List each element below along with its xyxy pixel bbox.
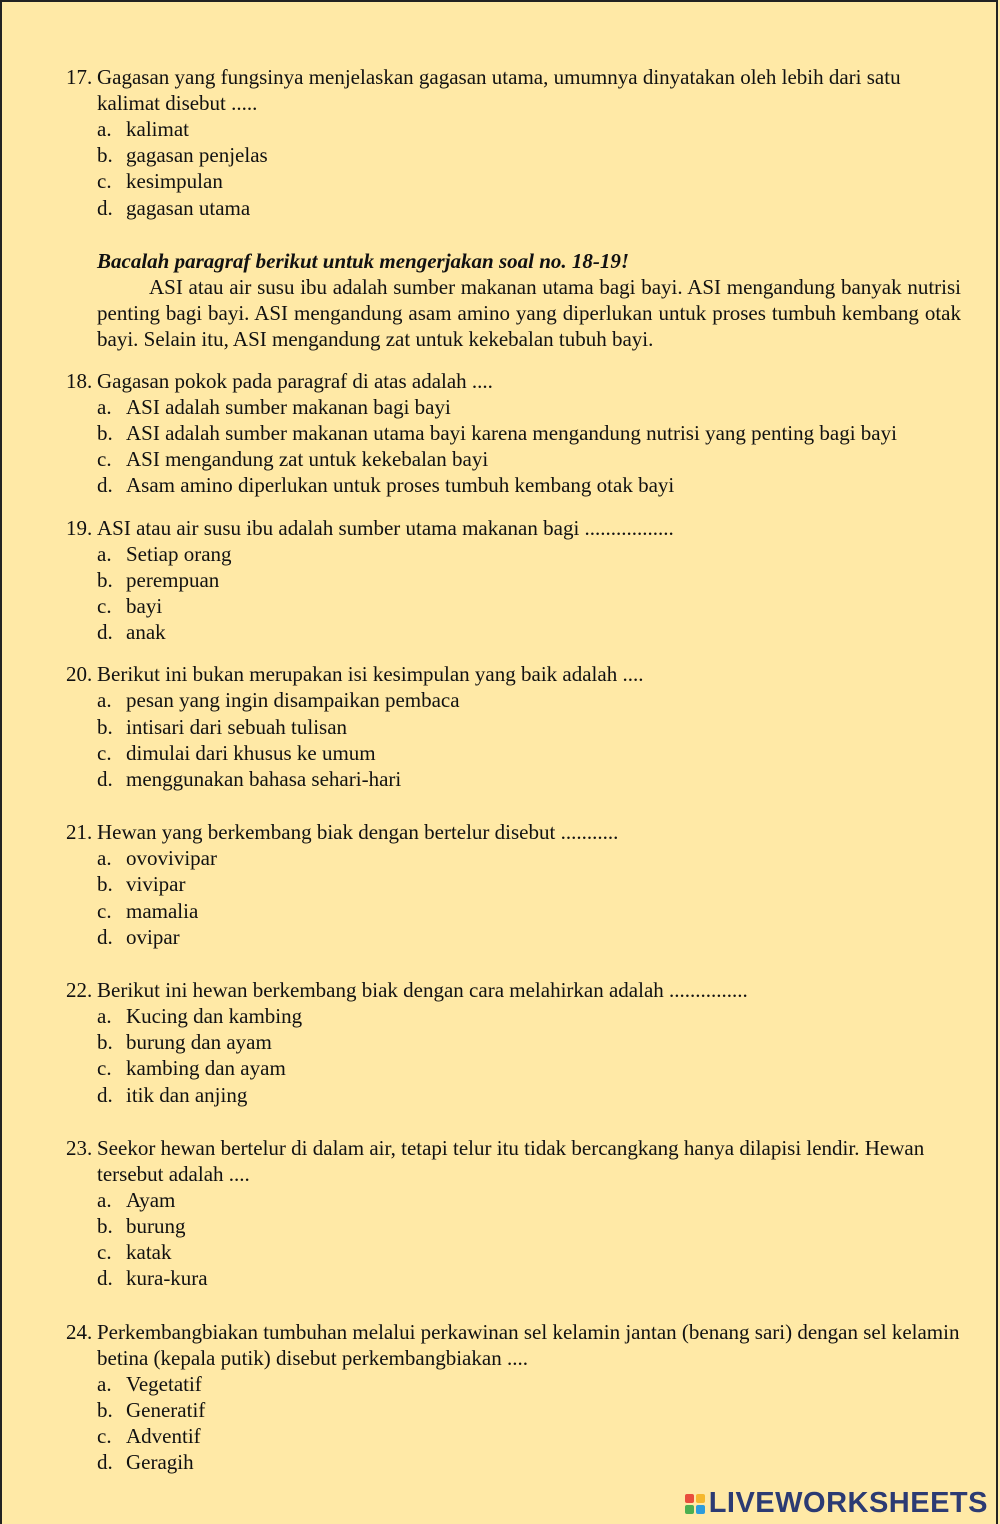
option-letter: b.	[97, 421, 113, 446]
liveworksheets-logo[interactable]	[685, 1487, 988, 1520]
option-b[interactable]	[97, 567, 966, 593]
option-a[interactable]	[97, 687, 966, 713]
option-text: itik dan anjing	[126, 1082, 248, 1107]
option-text: dimulai dari khusus ke umum	[126, 740, 376, 765]
question-number: 23.	[66, 1135, 93, 1160]
option-text: ASI adalah sumber makanan utama bayi karena mengandung nutrisi yang penting bagi bayi	[126, 421, 897, 446]
option-text: ASI mengandung zat untuk kekebalan bayi	[126, 447, 489, 472]
logo-square-yellow	[696, 1494, 705, 1503]
option-text: gagasan penjelas	[126, 143, 268, 168]
option-letter: c.	[97, 1240, 112, 1265]
question-text: Perkembangbiakan tumbuhan melalui perkawinan sel kelamin jantan (benang sari) dengan sel kelamin betina (kepala putik) disebut perkembangbiakan ....	[97, 1319, 960, 1370]
question-number: 18.	[66, 368, 93, 393]
question-text: Seekor hewan bertelur di dalam air, tetapi telur itu tidak bercangkang hanya dilapisi lendir. Hewan tersebut adalah ....	[97, 1135, 925, 1186]
option-letter: d.	[97, 1266, 113, 1291]
reading-instruction: Bacalah paragraf berikut untuk mengerjakan soal no. 18-19!	[97, 248, 630, 273]
option-letter: c.	[97, 447, 112, 472]
question-text: Berikut ini bukan merupakan isi kesimpulan yang baik adalah ....	[97, 662, 644, 687]
question-number: 20.	[66, 662, 93, 687]
option-b[interactable]	[97, 714, 966, 740]
option-text: bayi	[126, 594, 163, 619]
question-19	[66, 515, 966, 646]
question-number: 17.	[66, 65, 93, 89]
option-letter: d.	[97, 620, 113, 645]
question-text: Hewan yang berkembang biak dengan bertelur disebut ...........	[97, 820, 619, 845]
option-text: burung dan ayam	[126, 1030, 272, 1055]
option-letter: d.	[97, 767, 113, 792]
question-number: 24.	[66, 1319, 93, 1344]
option-letter: a.	[97, 394, 112, 419]
option-text: ovovivipar	[126, 846, 217, 871]
option-b[interactable]	[97, 1213, 966, 1239]
option-b[interactable]	[97, 871, 966, 897]
logo-mark-icon	[685, 1494, 705, 1514]
logo-square-blue	[696, 1505, 705, 1514]
option-letter: a.	[97, 1371, 112, 1396]
option-text: Setiap orang	[126, 541, 232, 566]
option-text: Ayam	[126, 1187, 176, 1212]
option-text: Geragih	[126, 1450, 194, 1475]
question-21	[66, 819, 966, 950]
option-text: kesimpulan	[126, 169, 223, 194]
question-18	[66, 368, 966, 499]
reading-paragraph: ASI atau air susu ibu adalah sumber makanan utama bagi bayi. ASI mengandung banyak nutrisi penting bagi bayi. ASI mengandung asam amino yang diperlukan untuk proses tumbuh kembang otak bayi. Selain itu, ASI mengandung zat untuk kekebalan tubuh bayi.	[97, 274, 961, 351]
option-letter: d.	[97, 1450, 113, 1475]
question-text: Berikut ini hewan berkembang biak dengan cara melahirkan adalah ...............	[97, 978, 748, 1003]
option-letter: a.	[97, 846, 112, 871]
question-24	[66, 1319, 966, 1476]
option-text: kura-kura	[126, 1266, 208, 1291]
option-c[interactable]	[97, 1239, 966, 1265]
option-text: kambing dan ayam	[126, 1056, 286, 1081]
option-c[interactable]	[97, 168, 966, 194]
option-text: Adventif	[126, 1424, 201, 1449]
option-text: vivipar	[126, 872, 186, 897]
option-letter: c.	[97, 1424, 112, 1449]
option-text: mamalia	[126, 898, 199, 923]
option-text: gagasan utama	[126, 195, 251, 220]
option-d[interactable]	[97, 472, 966, 498]
option-letter: c.	[97, 594, 112, 619]
option-text: katak	[126, 1240, 172, 1265]
logo-square-red	[685, 1494, 694, 1503]
question-text: Gagasan yang fungsinya menjelaskan gagasan utama, umumnya dinyatakan oleh lebih dari satu kalimat disebut .....	[97, 65, 901, 115]
question-20	[66, 661, 966, 792]
option-letter: a.	[97, 688, 112, 713]
option-letter: d.	[97, 195, 113, 220]
question-17	[66, 64, 966, 221]
option-a[interactable]	[97, 1003, 966, 1029]
option-letter: a.	[97, 117, 112, 141]
option-letter: d.	[97, 473, 113, 498]
option-letter: b.	[97, 567, 113, 592]
question-23	[66, 1135, 966, 1292]
option-letter: d.	[97, 924, 113, 949]
option-letter: b.	[97, 714, 113, 739]
option-a[interactable]	[97, 845, 966, 871]
option-letter: c.	[97, 898, 112, 923]
option-c[interactable]	[97, 1423, 966, 1449]
option-a[interactable]	[97, 116, 966, 142]
option-c[interactable]	[97, 740, 966, 766]
option-text: menggunakan bahasa sehari-hari	[126, 767, 402, 792]
option-d[interactable]	[97, 1082, 966, 1108]
option-d[interactable]	[97, 195, 966, 221]
option-text: kalimat	[126, 117, 189, 141]
option-c[interactable]	[97, 898, 966, 924]
question-22	[66, 977, 966, 1108]
option-b[interactable]	[97, 142, 966, 168]
option-text: Generatif	[126, 1397, 206, 1422]
option-a[interactable]	[97, 394, 966, 420]
option-c[interactable]	[97, 593, 966, 619]
option-text: Kucing dan kambing	[126, 1004, 303, 1029]
option-letter: a.	[97, 541, 112, 566]
option-text: anak	[126, 620, 166, 645]
option-letter: a.	[97, 1187, 112, 1212]
option-text: intisari dari sebuah tulisan	[126, 714, 348, 739]
option-a[interactable]	[97, 1371, 966, 1397]
question-text: Gagasan pokok pada paragraf di atas adalah ....	[97, 368, 493, 393]
question-number: 22.	[66, 978, 93, 1003]
option-letter: c.	[97, 169, 112, 194]
option-c[interactable]	[97, 1055, 966, 1081]
option-d[interactable]	[97, 766, 966, 792]
option-letter: a.	[97, 1004, 112, 1029]
option-b[interactable]	[97, 1029, 966, 1055]
option-text: ovipar	[126, 924, 180, 949]
option-d[interactable]	[97, 619, 966, 645]
option-letter: c.	[97, 740, 112, 765]
option-letter: b.	[97, 1397, 113, 1422]
option-d[interactable]	[97, 1449, 966, 1475]
logo-text: LIVEWORKSHEETS	[708, 1487, 988, 1519]
option-text: Vegetatif	[126, 1371, 202, 1396]
question-number: 21.	[66, 820, 93, 845]
option-text: Asam amino diperlukan untuk proses tumbuh kembang otak bayi	[126, 473, 675, 498]
option-letter: b.	[97, 143, 113, 168]
option-letter: c.	[97, 1056, 112, 1081]
option-a[interactable]	[97, 1187, 966, 1213]
option-a[interactable]	[97, 541, 966, 567]
option-letter: b.	[97, 1214, 113, 1239]
option-d[interactable]	[97, 1265, 966, 1291]
option-c[interactable]	[97, 446, 966, 472]
option-d[interactable]	[97, 924, 966, 950]
option-text: burung	[126, 1214, 186, 1239]
option-b[interactable]	[97, 1397, 966, 1423]
question-list	[66, 64, 966, 1476]
option-letter: b.	[97, 872, 113, 897]
option-text: ASI adalah sumber makanan bagi bayi	[126, 394, 451, 419]
option-letter: d.	[97, 1082, 113, 1107]
option-text: perempuan	[126, 567, 220, 592]
logo-square-green	[685, 1505, 694, 1514]
option-b[interactable]	[97, 420, 966, 446]
option-letter: b.	[97, 1030, 113, 1055]
question-number: 19.	[66, 515, 93, 540]
question-text: ASI atau air susu ibu adalah sumber utama makanan bagi .................	[97, 515, 674, 540]
option-text: pesan yang ingin disampaikan pembaca	[126, 688, 460, 713]
